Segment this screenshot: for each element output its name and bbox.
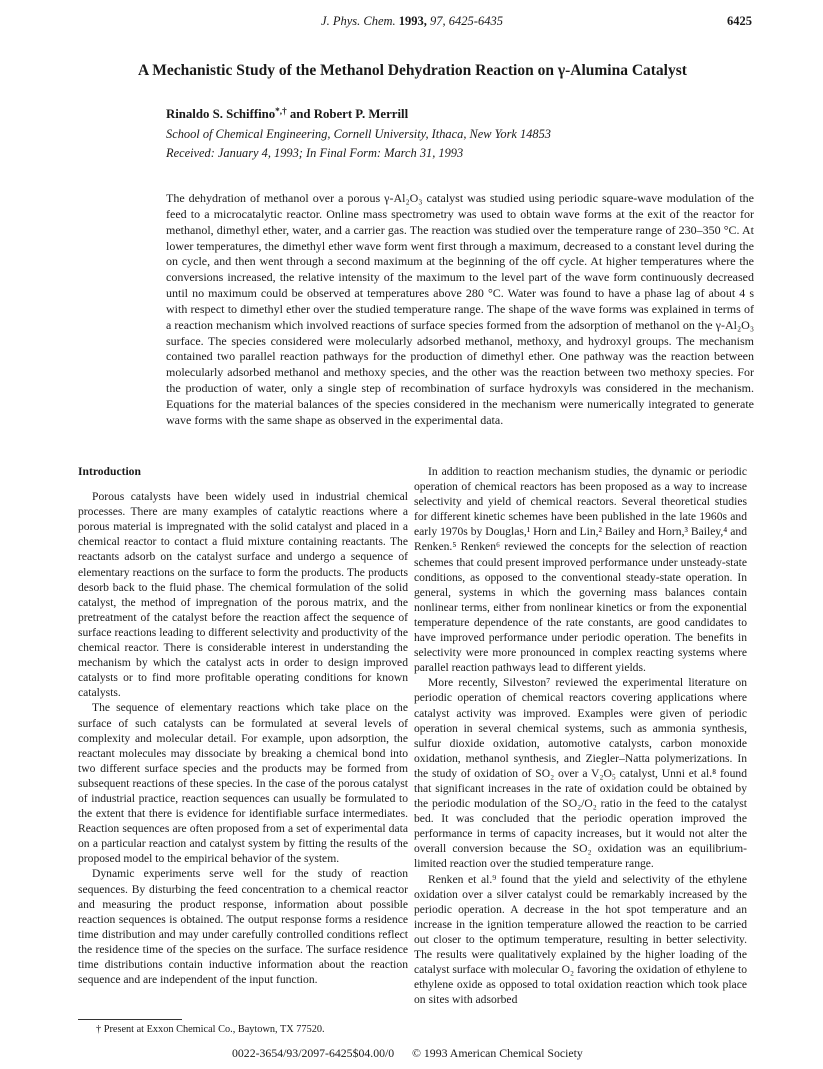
body-paragraph: Porous catalysts have been widely used in industrial chemical processes. There are many examples of catalytic reactions where a porous material is impregnated with the solid catalyst and placed in a chemical reactor to contact a fluid mixture containing reactants. The reactants adsorb on the catalyst surface and undergo a sequence of elementary reactions on the surface to form the products. The products desorb back to the fluid phase. The chemical formulation of the solid catalyst, the method of impregnation of the porous matrix, and the pretreatment of the catalyst before the reaction affect the sequence of surface reactions leading to different selectivity and productivity of the chemical reactor. There is considerable interest in understanding the mechanism by which the catalyst acts in order to design improved catalysts or to find more profitable operating conditions for known catalysts. [78, 490, 408, 700]
footnote: † Present at Exxon Chemical Co., Baytown, TX 77520. [96, 1024, 325, 1035]
body-paragraph: More recently, Silveston⁷ reviewed the experimental literature on periodic operation of chemical reactors covering applications where catalyst activity was improved. Examples were given of periodic operation in several chemical systems, such as ammonia synthesis, sulfur dioxide oxidation, automotive catalysts, carbon monoxide oxidation, methanol synthesis, and Ziegler–Natta polymerizations. In the study of oxidation of SO₂ over a V₂O₅ catalyst, Unni et al.⁸ found that significant increases in the rate of oxidation could be obtained by the periodic modulation of the SO₂/O₂ ratio in the feed to the catalyst bed. It was concluded that the periodic operation improved the performance in terms of capacity increases, but it would not alter the overall conversion because the SO₂ oxidation was an equilibrium-limited reaction over the studied temperature range. [414, 676, 747, 871]
journal-volume-pages: 97, 6425-6435 [430, 14, 503, 28]
author-first: Rinaldo S. Schiffino [166, 107, 276, 121]
article-title: A Mechanistic Study of the Methanol Dehydration Reaction on γ-Alumina Catalyst [138, 62, 687, 79]
body-paragraph: Renken et al.⁹ found that the yield and selectivity of the ethylene oxidation over a silver catalyst could be remarkably increased by the periodic operation. A decrease in the hot spot temperature and an increase in the ignition temperature allowed the reaction to be carried out closer to the optimum temperature, resulting in better selectivity. The results were qualitatively explained by the higher loading of the catalyst surface with molecular O₂ favoring the oxidation of ethylene to ethylene oxide as opposed to total oxidation reaction which took place on sites with adsorbed [414, 872, 747, 1007]
author-line [166, 107, 408, 122]
copyright: © 1993 American Chemical Society [412, 1046, 583, 1060]
author-second: Robert P. Merrill [313, 107, 409, 121]
running-head [72, 14, 752, 32]
journal-year: 1993, [398, 14, 427, 28]
journal-citation [72, 14, 752, 29]
section-heading-introduction: Introduction [78, 465, 141, 478]
author-first-marks: *,† [275, 105, 287, 116]
right-column [414, 464, 747, 1007]
page-number: 6425 [727, 14, 752, 28]
body-paragraph: In addition to reaction mechanism studies, the dynamic or periodic operation of chemical reactors has been proposed as a way to increase selectivity and yield of chemical reactors. Several theoretical studies for different kinetic schemes have been published in the late 1960s and early 1970s by Douglas,¹ Horn and Lin,² Bailey and Horn,³ Bailey,⁴ and Renken.⁵ Renken⁶ reviewed the concepts for the selection of reaction schemes that could present improved performance under unsteady-state conditions, as opposed to the conventional steady-state operation. In general, systems in which the governing mass balances contain nonlinear terms, either from nonlinear kinetics or from the exponential temperature dependence of the rate constants, are good candidates to have improved performance under periodic operation. The benefits in selectivity were more pronounced in complex reacting systems where parallel reaction pathways lead to different yields. [414, 465, 747, 675]
journal-name: J. Phys. Chem. [321, 14, 396, 28]
body-paragraph: Dynamic experiments serve well for the study of reaction sequences. By disturbing the feed concentration to a chemical reactor and measuring the product response, information about possible reaction sequences is obtained. The output response forms a residence time distribution and may under carefully controlled conditions reflect the residence time of the species on the surface. The surface residence time distributions contain inductive information about the reaction sequence and are independent of the input function. [78, 867, 408, 987]
affiliation: School of Chemical Engineering, Cornell University, Ithaca, New York 14853 [166, 127, 551, 141]
left-column [78, 464, 408, 987]
received-dates: Received: January 4, 1993; In Final Form: March 31, 1993 [166, 146, 464, 160]
article-code: 0022-3654/93/2097-6425$04.00/0 [232, 1046, 395, 1060]
author-connector: and [286, 107, 314, 121]
footnote-divider [78, 1019, 182, 1020]
abstract: The dehydration of methanol over a porous γ-Al₂O₃ catalyst was studied using periodic square-wave modulation of the feed to a microcatalytic reactor. Online mass spectrometry was used to obtain wave forms at the exit of the reactor for methanol, dimethyl ether, water, and a carrier gas. The reaction was studied over the temperature range of 230–350 °C. At lower temperatures, the dimethyl ether wave form went first through a maximum, decreased to a constant level during the on cycle, and then went through a second maximum at the beginning of the off cycle. At higher temperatures where the conversions increased, the relative intensity of the maximum to the level part of the wave form continuously decreased until no maximum could be observed at temperatures above 280 °C. Water was found to have a phase lag of about 4 s with respect to dimethyl ether over the studied temperature range. The shape of the wave forms was explained in terms of a reaction mechanism which involved reactions of surface species formed from the adsorption of methanol on the γ-Al₂O₃ surface. The species considered were molecularly adsorbed methanol, methoxy, and hydroxyl groups. The mechanism contained two parallel reaction pathways for the production of dimethyl ether. One pathway was the reaction between molecularly adsorbed methanol and methoxy species, and the other was the reaction between two methoxy species. For the production of water, only a single step of recombination of surface hydroxyls was considered in the mechanism. Equations for the material balances of the species considered in the mechanism were numerically integrated to generate wave forms with the same shape as observed in the experimental data. [166, 191, 754, 427]
body-paragraph: The sequence of elementary reactions which take place on the surface of such catalysts can be formulated at several levels of complexity and molecular detail. For example, upon adsorption, the reactant molecules may dissociate by breaking a chemical bond into two different surface species and the products may be formed from subsequent reactions of these species. In the case of the porous catalyst of industrial practice, reaction sequences can usually be formulated to the extent that there is evidence for identifiable surface intermediates. Reaction sequences are often proposed from a set of experimental data on a particular reaction and catalyst system by fitting the results of the proposed model to the empirical behavior of the system. [78, 701, 408, 866]
